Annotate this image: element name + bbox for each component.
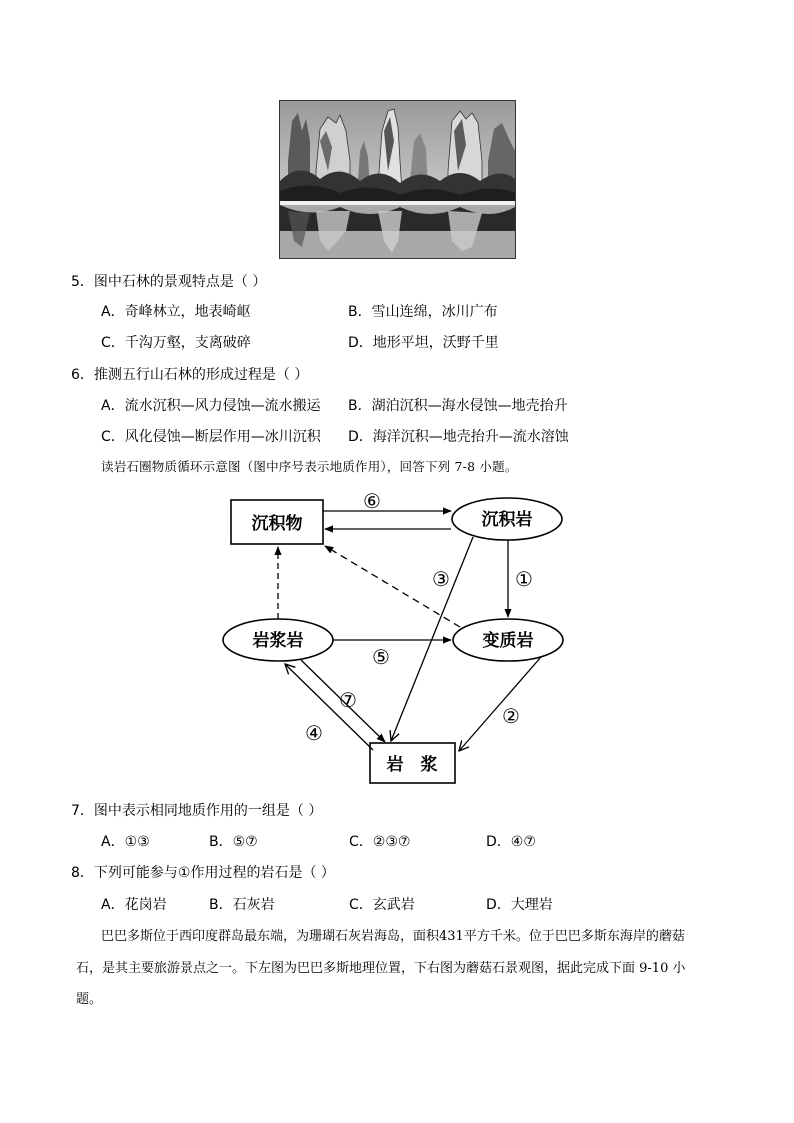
passage-9-10-line-1: 巴巴多斯位于西印度群岛最东端，为珊瑚石灰岩海岛，面积431平方千米。位于巴巴多斯东海岸的蘑菇 [101,929,685,944]
q6-option-c[interactable]: C．风化侵蚀—断层作用—冰川沉积 [101,429,321,445]
q8-option-c[interactable]: C．玄武岩 [349,897,415,913]
igneous-rock-label: 岩浆岩 [252,631,304,651]
question-7-stem: 7．图中表示相同地质作用的一组是（ ） [71,803,323,819]
question-5-stem: 5．图中石林的景观特点是（ ） [71,274,267,290]
label-1: ① [515,567,533,591]
q8-option-b[interactable]: B．石灰岩 [209,897,275,913]
intro-7-8: 读岩石圈物质循环示意图（图中序号表示地质作用），回答下列 7-8 小题。 [101,459,518,474]
stone-forest-photo [279,100,516,259]
sedimentary-rock-label: 沉积岩 [481,510,533,530]
passage-9-10-line-3: 题。 [76,992,103,1007]
q5-option-a[interactable]: A．奇峰林立，地表崎岖 [101,304,251,320]
question-6-stem: 6．推测五行山石林的形成过程是（ ） [71,367,309,383]
label-4: ④ [305,721,323,745]
arrow-2 [459,657,541,751]
label-2: ② [502,704,520,728]
rock-cycle-diagram [215,480,575,790]
q5-option-c[interactable]: C．千沟万壑，支离破碎 [101,335,251,351]
metamorphic-rock-label: 变质岩 [482,631,534,651]
q5-option-b[interactable]: B．雪山连绵，冰川广布 [348,304,498,320]
q8-option-d[interactable]: D．大理岩 [486,897,553,913]
label-6: ⑥ [363,489,381,513]
arrow-4 [285,664,373,750]
q7-option-b[interactable]: B．⑤⑦ [209,834,258,850]
q8-option-a[interactable]: A．花岗岩 [101,897,167,913]
label-7: ⑦ [339,688,357,712]
q5-option-d[interactable]: D．地形平坦，沃野千里 [348,335,499,351]
passage-9-10-line-2: 石，是其主要旅游景点之一。下左图为巴巴多斯地理位置，下右图为蘑菇石景观图，据此完成下面 9-10 小 [76,961,686,976]
q7-option-d[interactable]: D．④⑦ [486,834,536,850]
stone-forest-illustration [280,101,515,258]
q7-option-a[interactable]: A．①③ [101,834,150,850]
magma-label: 岩 浆 [386,755,438,775]
sediment-label: 沉积物 [251,514,303,534]
label-3: ③ [432,567,450,591]
question-8-stem: 8．下列可能参与①作用过程的岩石是（ ） [71,865,335,881]
q7-option-c[interactable]: C．②③⑦ [349,834,411,850]
q6-option-b[interactable]: B．湖泊沉积—海水侵蚀—地壳抬升 [348,398,568,414]
q6-option-a[interactable]: A．流水沉积—风力侵蚀—流水搬运 [101,398,321,414]
label-5: ⑤ [372,645,390,669]
q6-option-d[interactable]: D．海洋沉积—地壳抬升—流水溶蚀 [348,429,569,445]
